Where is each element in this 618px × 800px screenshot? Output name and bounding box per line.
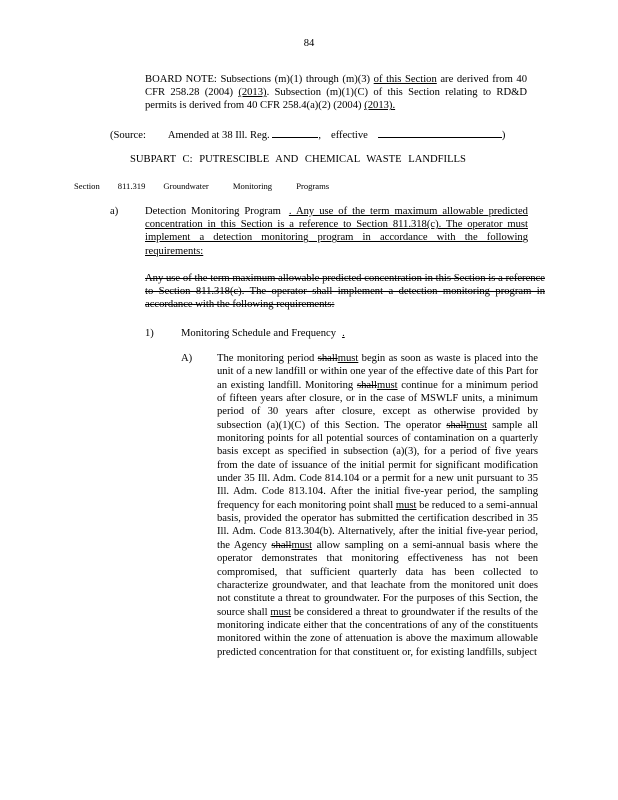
item-A-deleted-3: shall xyxy=(446,419,467,431)
item-A-inserted-4: must xyxy=(395,499,417,511)
effective-label: effective xyxy=(331,130,368,141)
board-note-text-1: BOARD NOTE: Subsections (m)(1) through (m)(3) xyxy=(145,74,374,85)
board-note-text-3: . Subsection (m)(1)(C) of this Section relating to RD&D permits is derived from 40 CFR 258.4(a)(2) (2004) xyxy=(145,87,527,112)
section-header xyxy=(74,180,329,193)
item-A-text-6: allow sampling on a semi-annual basis where the operator demonstrates that monitoring effectiveness has not been compromised, that sufficient quarterly data has been collected to characterize groundwater, and that leachate from the monitored unit does not constitute a threat to groundwater. For the purposes of this Section, the source shall xyxy=(217,539,538,618)
deleted-paragraph: Any use of the term maximum allowable predicted concentration in this Section is a reference to Section 811.318(c). The operator shall implement a detection monitoring program in accordance with the following requirements: xyxy=(145,273,545,311)
item-a-text xyxy=(145,205,528,258)
item-a-label: a) xyxy=(110,206,119,217)
effective-date-blank xyxy=(378,127,502,138)
item-A-deleted-5: shall xyxy=(271,539,292,551)
board-note-insert-3: (2013) xyxy=(364,100,393,112)
item-A-text-1: The monitoring period xyxy=(217,353,318,364)
board-note-text-4: . xyxy=(392,100,396,112)
item-1-inserted: . xyxy=(342,328,345,339)
section-title: Groundwater Monitoring Programs xyxy=(163,181,330,191)
section-label: Section xyxy=(74,181,100,191)
item-A-inserted-2: must xyxy=(376,379,398,391)
item-A-inserted-1: must xyxy=(337,353,359,364)
item-a-lead: Detection Monitoring Program xyxy=(145,206,281,217)
item-A-text-5: be reduced to a semi-annual basis, provided the operator has submitted the certification described in 35 Ill. Adm. Code 813.304(b). Alternatively, after the initial five-year period, the Agency xyxy=(217,499,538,551)
board-note-text-2: are derived from 40 CFR 258.28 (2004) xyxy=(145,74,527,99)
item-A-text-3: continue for a minimum period of fifteen years after closure, or in the case of MSWLF units, a minimum period of 30 years after closure, except as otherwise provided by subsection (a)(1)(C) of this Section. The operator xyxy=(217,379,538,431)
item-1-text xyxy=(181,327,345,340)
source-label: (Source: xyxy=(110,130,146,141)
item-A-text-4: sample all monitoring points for all potential sources of contamination on a quarterly basis except as specified in subsection (a)(3), for a period of five years from the date of issuance of the initial permit for significant modification under 35 Ill. Adm. Code 814.104 or a permit for a new unit pursuant to 35 Ill. Adm. Code 813.104. After the initial five-year period, the sampling frequency for each monitoring point shall xyxy=(217,419,538,511)
register-blank xyxy=(272,127,318,138)
board-note-insert-2: (2013) xyxy=(238,87,267,99)
item-A-inserted-3: must xyxy=(466,419,488,431)
item-A-deleted-1: shall xyxy=(317,353,338,364)
item-a-inserted-text: . Any use of the term maximum allowable predicted concentration in this Section is a reference to Section 811.318(c). The operator must implement a detection monitoring program in accordance with the following requirements: xyxy=(145,206,528,257)
amended-text: Amended at 38 Ill. Reg. xyxy=(167,130,270,141)
item-a-deleted-text xyxy=(145,272,545,312)
subpart-title: SUBPART C: PUTRESCIBLE AND CHEMICAL WASTE LANDFILLS xyxy=(130,154,466,165)
source-comma: , xyxy=(318,130,321,141)
item-A-text-7: be considered a threat to groundwater if the results of the monitoring indicate either that the concentrations of any of the constituents monitored within the zone of attenuation is above the maximum allowable predicted concentration for that constituent or, for existing landfills, subject xyxy=(217,606,538,658)
item-1-heading: Monitoring Schedule and Frequency xyxy=(181,328,337,339)
item-A-inserted-6: must xyxy=(270,606,292,618)
source-close: ) xyxy=(501,130,506,141)
item-A-deleted-2: shall xyxy=(356,379,377,391)
page-number: 84 xyxy=(303,38,315,49)
source-line xyxy=(110,127,530,142)
section-number: 811.319 xyxy=(117,181,146,191)
board-note xyxy=(145,73,527,113)
item-A-text xyxy=(217,352,538,659)
board-note-insert-1: of this Section xyxy=(373,74,437,85)
item-A-text-2: begin as soon as waste is placed into the unit of a new landfill or within one year of the effective date of this Part for an existing landfill. Monitoring xyxy=(217,353,539,391)
item-A-inserted-5: must xyxy=(291,539,313,551)
item-A-label: A) xyxy=(181,353,193,364)
item-1-label: 1) xyxy=(145,328,154,339)
